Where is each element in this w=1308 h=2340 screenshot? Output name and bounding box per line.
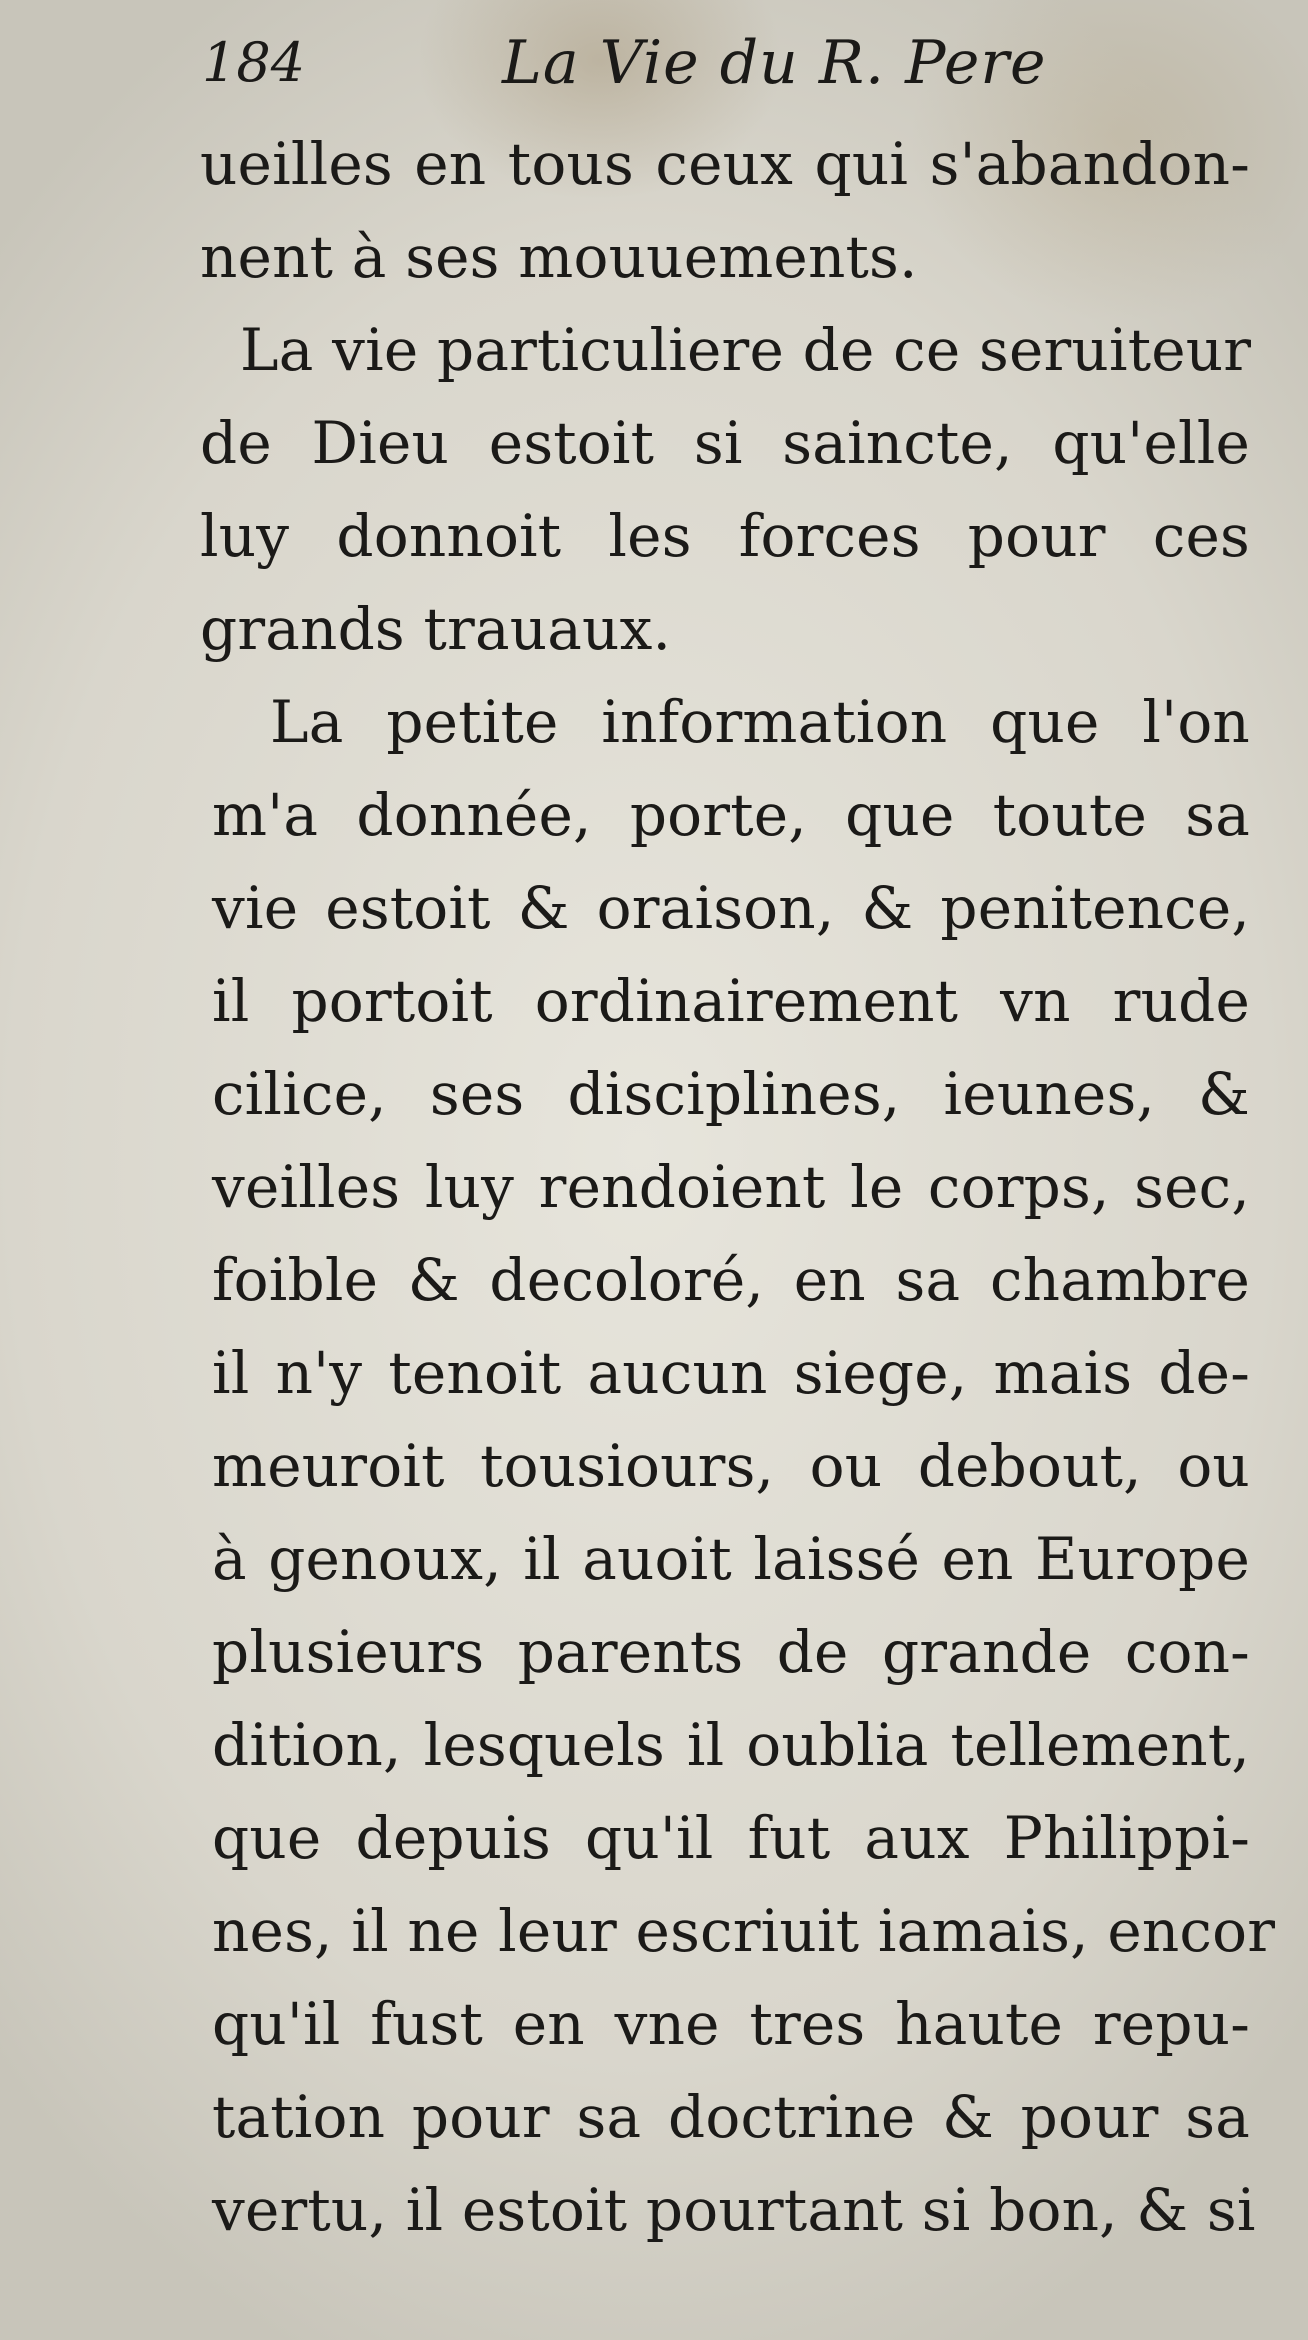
text-line: meuroit tousiours, ou debout, ou — [212, 1432, 1250, 1500]
text-line: nent à ses mouuements. — [200, 223, 918, 291]
text-line: cilice, ses disciplines, ieunes, & — [212, 1060, 1250, 1128]
text-line: il portoit ordinairement vn rude — [212, 967, 1250, 1035]
text-line: grands trauaux. — [200, 595, 672, 663]
text-line: veilles luy rendoient le corps, sec, — [212, 1153, 1250, 1221]
text-line: de Dieu estoit si saincte, qu'elle — [200, 409, 1250, 477]
text-line: à genoux, il auoit laissé en Europe — [212, 1525, 1250, 1593]
paragraph-first-line: La vie particuliere de ce seruiteur — [240, 316, 1252, 384]
page-number: 184 — [202, 31, 306, 94]
text-line: nes, il ne leur escriuit iamais, encor — [212, 1897, 1276, 1965]
text-line: dition, lesquels il oublia tellement, — [212, 1711, 1250, 1779]
text-line: que depuis qu'il fut aux Philippi- — [212, 1804, 1250, 1872]
text-line: plusieurs parents de grande con- — [212, 1618, 1250, 1686]
running-head: La Vie du R. Pere — [502, 28, 1047, 98]
text-line: vie estoit & oraison, & penitence, — [212, 874, 1250, 942]
text-line: foible & decoloré, en sa chambre — [212, 1246, 1250, 1314]
page-header — [202, 18, 1242, 108]
paragraph-first-line: La petite information que l'on — [270, 688, 1250, 756]
text-line: il n'y tenoit aucun siege, mais de- — [212, 1339, 1250, 1407]
text-line: qu'il fust en vne tres haute repu- — [212, 1990, 1250, 2058]
text-line: vertu, il estoit pourtant si bon, & si — [212, 2176, 1256, 2244]
text-line: m'a donnée, porte, que toute sa — [212, 781, 1250, 849]
body-text — [200, 118, 1276, 2257]
text-line: tation pour sa doctrine & pour sa — [212, 2083, 1250, 2151]
text-line: luy donnoit les forces pour ces — [200, 502, 1250, 570]
text-line: ueilles en tous ceux qui s'abandon- — [200, 130, 1250, 198]
